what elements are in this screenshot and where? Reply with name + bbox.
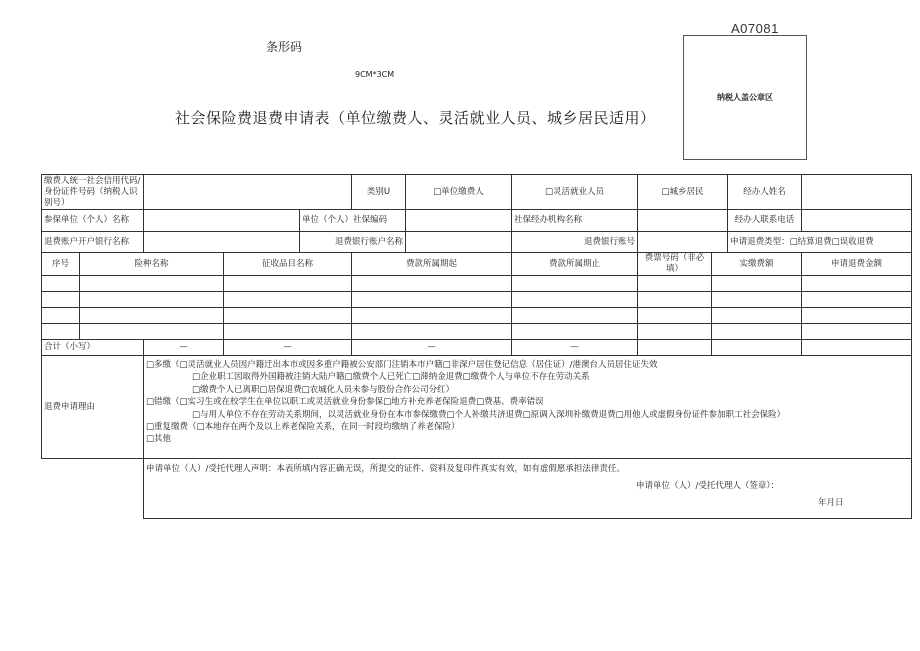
bank-account-name-label: 退费银行账户名称 — [300, 232, 406, 253]
header-period-start: 费款所属期起 — [352, 253, 512, 276]
refund-application-table — [41, 174, 912, 519]
reason-overpaid-3[interactable]: □缴费个人已离职□居保退费□农城化人员未参与股份合作公司分红） — [192, 384, 455, 395]
handler-name-field[interactable] — [802, 175, 912, 210]
reason-other[interactable]: □其他 — [146, 434, 172, 445]
total-dash: — — [224, 340, 352, 356]
header-item: 征收品目名称 — [224, 253, 352, 276]
header-refund: 申请退费金额 — [802, 253, 912, 276]
handler-phone-field[interactable] — [802, 210, 912, 232]
total-refund[interactable] — [802, 340, 912, 356]
table-row — [42, 276, 912, 292]
bank-account-no-field[interactable] — [638, 232, 728, 253]
form-code: A07081 — [731, 21, 779, 36]
category-option-unit[interactable]: □单位缴费人 — [406, 175, 512, 210]
reason-label: 退费申请理由 — [42, 356, 144, 459]
handler-phone-label: 经办人联系电话 — [728, 210, 802, 232]
header-ticket-no: 费票号码（非必填） — [638, 253, 712, 276]
total-row — [42, 340, 912, 356]
seal-label: 纳税人盖公章区 — [717, 93, 773, 102]
total-label: 合计（小写） — [42, 340, 144, 356]
account-bank-label: 退费账户开户银行名称 — [42, 232, 144, 253]
payer-id-label: 缴费人统一社会信用代码/身份证件号码（纳税人识别号） — [42, 175, 144, 210]
agency-field[interactable] — [638, 210, 728, 232]
header-insurance: 险种名称 — [80, 253, 224, 276]
category-label: 类别U — [352, 175, 406, 210]
header-paid: 实缴费额 — [712, 253, 802, 276]
account-bank-field[interactable] — [144, 232, 300, 253]
payer-id-field[interactable] — [144, 175, 352, 210]
declaration-date: 年月日 — [818, 498, 844, 508]
barcode-label: 条形码 — [266, 40, 303, 54]
table-row — [42, 292, 912, 308]
handler-name-label: 经办人姓名 — [728, 175, 802, 210]
total-ticket[interactable] — [638, 340, 712, 356]
seal-area — [683, 35, 807, 160]
form-title: 社会保险费退费申请表（单位缴费人、灵活就业人员、城乡居民适用） — [175, 109, 656, 127]
header-period-end: 费款所属期止 — [512, 253, 638, 276]
si-code-field[interactable] — [406, 210, 512, 232]
declaration-sign: 申请单位（人）/受托代理人（签章）： — [636, 481, 780, 491]
header-seq: 序号 — [42, 253, 80, 276]
reason-overpaid[interactable]: □多缴（□灵活就业人员因户籍迁出本市或因多重户籍被公安部门注销本市户籍□非深户居住登记信息（居住证）/港澳台人员居住证失效 — [146, 360, 658, 370]
category-option-flex[interactable]: □灵活就业人员 — [512, 175, 638, 210]
reason-overpaid-2[interactable]: □企业职工因取得外国籍被注销大陆户籍□缴费个人已死亡□滞纳金退费□缴费个人与单位不存在劳动关系 — [192, 372, 590, 383]
agency-label: 社保经办机构名称 — [512, 210, 638, 232]
reason-wrongpaid-2[interactable]: □与用人单位不存在劳动关系期间，以灵活就业身份在本市参保缴费□个人补缴共济退费□原调入深圳补缴费退费□用他人或虚假身份证件参加职工社会保险） — [192, 409, 786, 420]
reason-options — [144, 356, 912, 459]
refund-type[interactable]: 申请退费类型：□结算退费□误收退费 — [728, 232, 912, 253]
insured-unit-field[interactable] — [144, 210, 300, 232]
category-option-resident[interactable]: □城乡居民 — [638, 175, 728, 210]
table-row — [42, 308, 912, 324]
total-dash: — — [512, 340, 638, 356]
total-paid[interactable] — [712, 340, 802, 356]
declaration — [144, 459, 912, 519]
si-code-label: 单位（个人）社保编码 — [300, 210, 406, 232]
total-dash: — — [144, 340, 224, 356]
reason-wrongpaid[interactable]: □错缴（□实习生或在校学生在单位以职工或灵活就业身份参保□地方补充养老保险退费□费基、费率错误 — [146, 397, 544, 408]
barcode-size: 9CM*3CM — [355, 70, 395, 79]
declaration-text: 申请单位（人）/受托代理人声明：本表所填内容正确无误，所提交的证件、资料及复印件真实有效，如有虚假愿承担法律责任。 — [146, 464, 625, 474]
insured-unit-label: 参保单位（个人）名称 — [42, 210, 144, 232]
total-dash: — — [352, 340, 512, 356]
bank-account-no-label: 退费银行账号 — [512, 232, 638, 253]
bank-account-name-field[interactable] — [406, 232, 512, 253]
table-row — [42, 324, 912, 340]
reason-duplicate[interactable]: □重复缴费（□本地存在两个及以上养老保险关系，在同一时段均缴纳了养老保险） — [146, 422, 460, 433]
